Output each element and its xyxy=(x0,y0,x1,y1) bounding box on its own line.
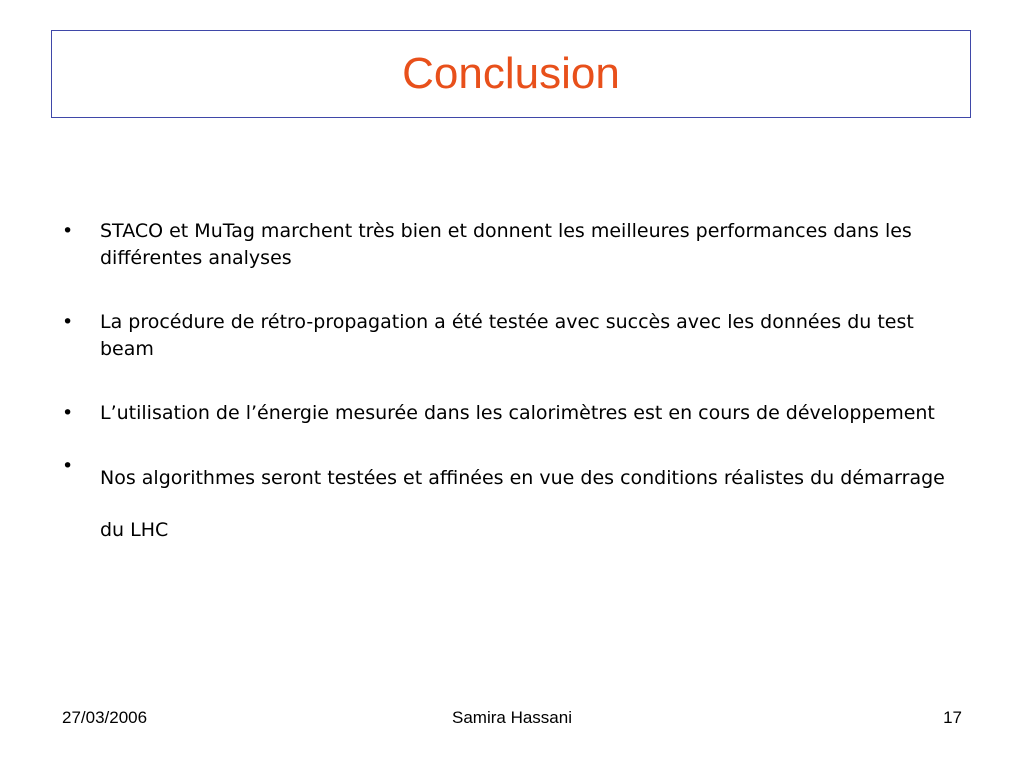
bullet-text: Nos algorithmes seront testées et affinées en vue des conditions réalistes du démarrage du LHC xyxy=(100,467,945,541)
bullet-text: STACO et MuTag marchent très bien et donnent les meilleures performances dans les différentes analyses xyxy=(100,220,912,269)
bullet-item xyxy=(62,218,967,272)
slide-title: Conclusion xyxy=(402,49,620,98)
bullet-icon: • xyxy=(62,311,74,333)
footer-author: Samira Hassani xyxy=(452,708,572,727)
bullet-icon: • xyxy=(62,455,74,477)
bullet-item xyxy=(62,309,967,363)
footer-date: 27/03/2006 xyxy=(62,708,148,727)
bullet-list xyxy=(62,218,967,556)
footer-page-number: 17 xyxy=(943,708,962,727)
bullet-item xyxy=(62,400,967,427)
bullet-item xyxy=(62,452,967,556)
bullet-text: L’utilisation de l’énergie mesurée dans les calorimètres est en cours de développement xyxy=(100,402,935,424)
title-box xyxy=(51,30,971,118)
bullet-icon: • xyxy=(62,220,74,242)
bullet-icon: • xyxy=(62,402,74,424)
bullet-text: La procédure de rétro-propagation a été testée avec succès avec les données du test beam xyxy=(100,311,914,360)
